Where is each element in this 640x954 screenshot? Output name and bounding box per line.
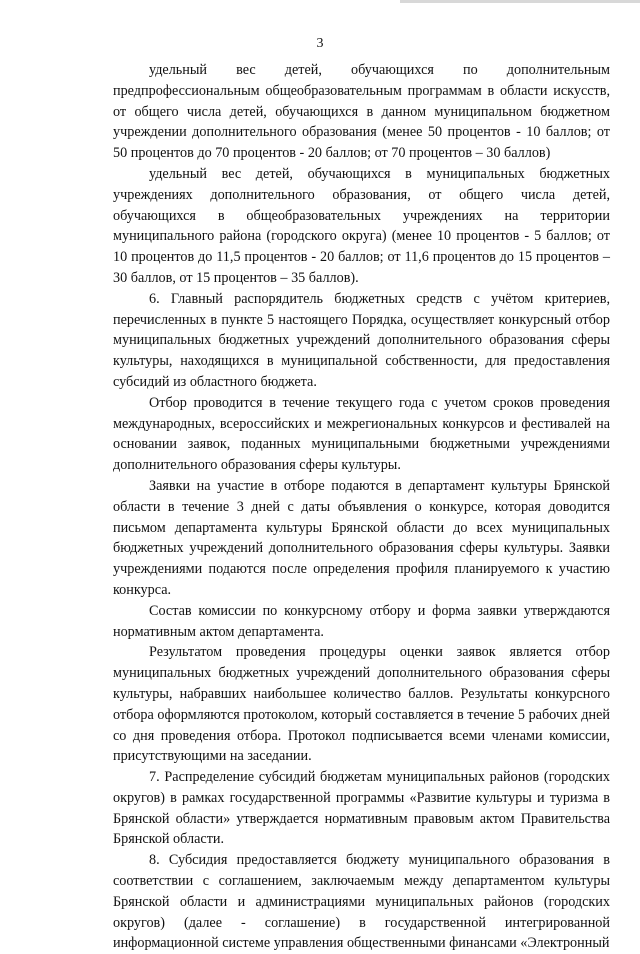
paragraph-share-preprofessional: удельный вес детей, обучающихся по дополнительным предпрофессиональным общеобразовательным программам в области искусств, от общего числа детей, обучающихся в данном муниципальном бюджетном учреждении дополнительного образования (менее 50 процентов - 10 баллов; от 50 процентов до 70 процентов - 20 баллов; от 70 процентов – 30 баллов) xyxy=(113,62,610,162)
paragraph-results: Результатом проведения процедуры оценки заявок является отбор муниципальных бюджетных учреждений дополнительного образования сферы культуры, набравших наибольшее количество баллов. Результаты конкурсного отбора оформляются протоколом, который составляется в течение 5 рабочих дней со дня проведения отбора. Протокол подписывается всеми членами комиссии, присутствующими на заседании. xyxy=(113,644,610,765)
paragraph-clause-6: 6. Главный распорядитель бюджетных средств с учётом критериев, перечисленных в пункте 5 настоящего Порядка, осуществляет конкурсный отбор муниципальных бюджетных учреждений дополнительного образования сферы культуры, находящихся в муниципальной собственности, для предоставления субсидий из областного бюджета. xyxy=(113,290,610,390)
page-number: 3 xyxy=(316,36,324,51)
paragraph-selection-timing: Отбор проводится в течение текущего года с учетом сроков проведения международных, всероссийских и межрегиональных конкурсов и фестивалей на основании заявок, поданных муниципальными бюджетными учреждениями дополнительного образования сферы культуры. xyxy=(113,394,610,474)
paragraph-clause-8: 8. Субсидия предоставляется бюджету муниципального образования в соответствии с соглашением, заключаемым между департаментом культуры Брянской области и администрациями муниципальных районов (городских округов) (далее - соглашение) в государственной интегрированной информационной системе управления общественными финансами «Электронный xyxy=(113,852,610,952)
paragraph-commission: Состав комиссии по конкурсному отбору и форма заявки утверждаются нормативным актом департамента. xyxy=(113,602,610,640)
paragraph-applications: Заявки на участие в отборе подаются в департамент культуры Брянской области в течение 3 дней с даты объявления о конкурсе, которая доводится письмом департамента культуры Брянской области до всех муниципальных бюджетных учреждений дополнительного образования сферы культуры. Заявки учреждениями подаются после определения профиля планируемого к участию конкурса. xyxy=(113,477,610,598)
document-body xyxy=(113,60,610,954)
scan-edge-mark xyxy=(400,0,640,3)
paragraph-share-enrolled: удельный вес детей, обучающихся в муниципальных бюджетных учреждениях дополнительного образования, от общего числа детей, обучающихся в общеобразовательных учреждениях на территории муниципального района (городского округа) (менее 10 процентов - 5 баллов; от 10 процентов до 11,5 процентов - 20 баллов; от 11,6 процентов до 15 процентов – 30 баллов, от 15 процентов – 35 баллов). xyxy=(113,165,610,286)
paragraph-clause-7: 7. Распределение субсидий бюджетам муниципальных районов (городских округов) в рамках государственной программы «Развитие культуры и туризма в Брянской области» утверждается нормативным правовым актом Правительства Брянской области. xyxy=(113,769,610,848)
